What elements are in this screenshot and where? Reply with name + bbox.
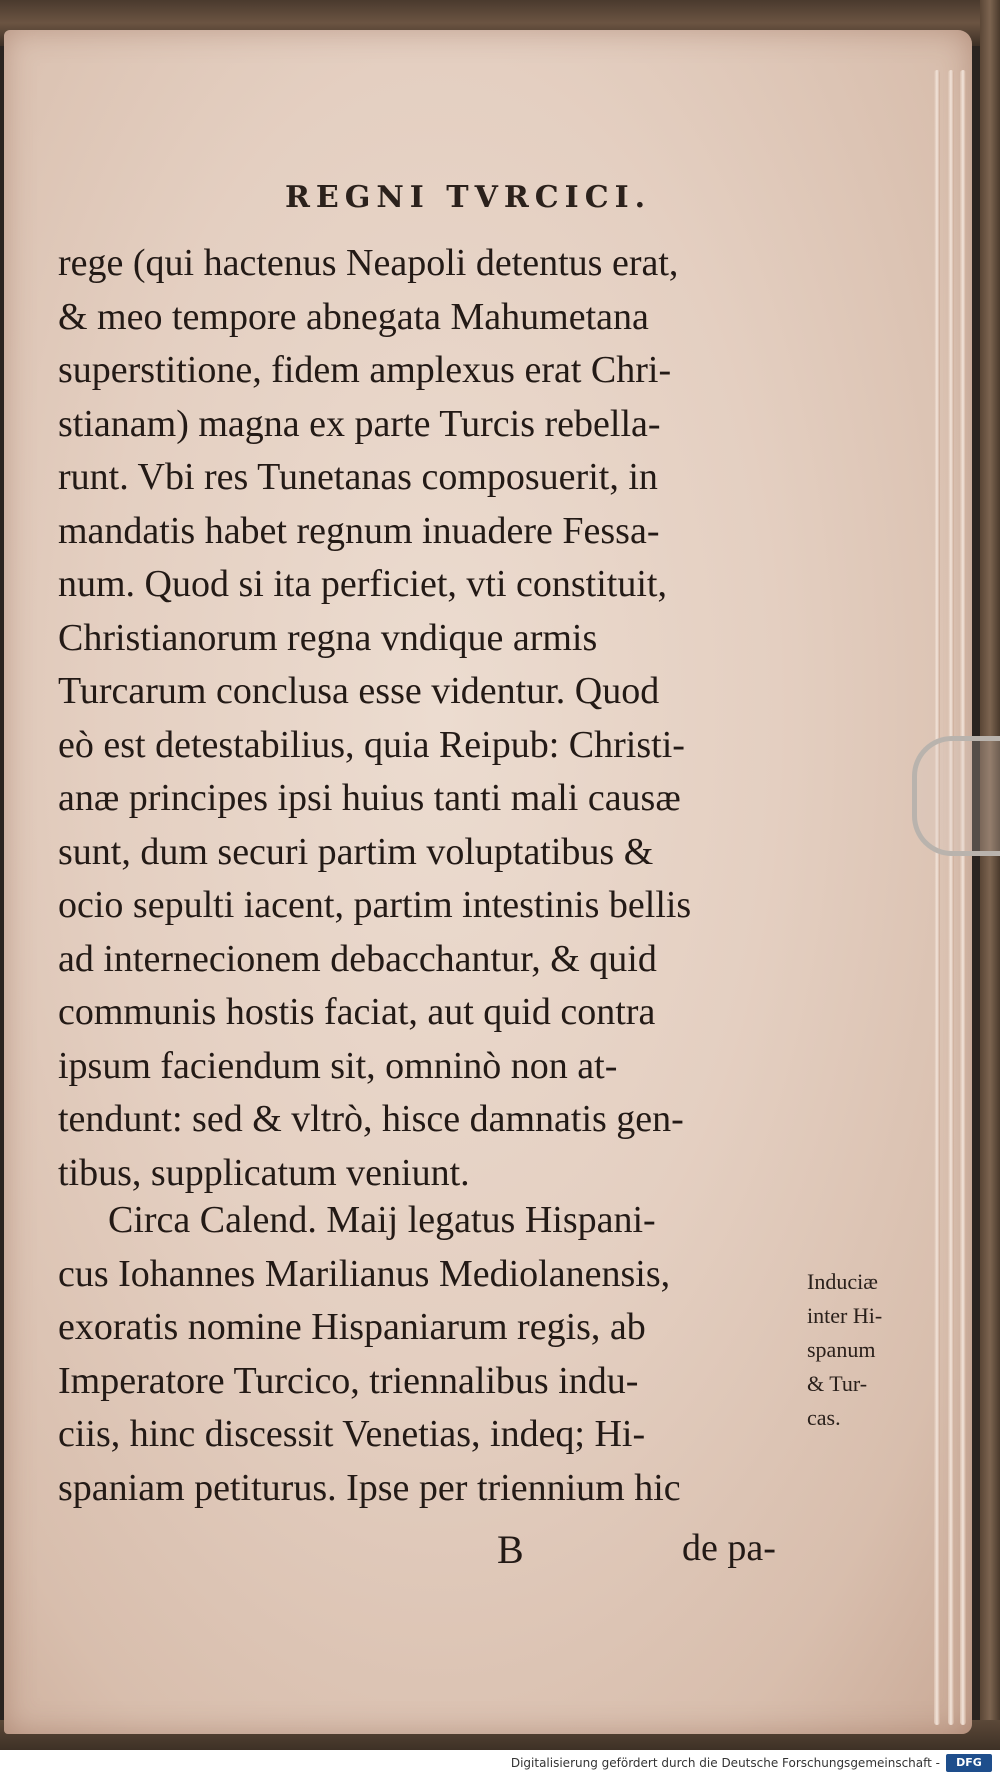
page-edge-stack xyxy=(934,70,940,1725)
binding-right-edge xyxy=(980,0,1000,1745)
text-line: superstitione, fidem amplexus erat Chri- xyxy=(58,349,672,391)
text-line: num. Quod si ita perficiet, vti constituit, xyxy=(58,563,667,605)
text-line: tibus, supplicatum veniunt. xyxy=(58,1151,470,1194)
dfg-logo: DFG xyxy=(946,1754,992,1772)
margin-note-line: & Tur- xyxy=(807,1371,868,1396)
paragraph-2 xyxy=(58,1194,818,1515)
text-line: mandatis habet regnum inuadere Fessa- xyxy=(58,509,660,552)
text-line: Imperatore Turcico, triennalibus indu- xyxy=(58,1359,639,1402)
margin-note-line: spanum xyxy=(807,1337,876,1362)
paragraph-1 xyxy=(58,237,818,1200)
text-line: ocio sepulti iacent, partim intestinis bellis xyxy=(58,884,692,926)
text-line: anæ principes ipsi huius tanti mali causæ xyxy=(58,777,681,819)
text-line: exoratis nomine Hispaniarum regis, ab xyxy=(58,1306,646,1348)
text-line: Turcarum conclusa esse videntur. Quod xyxy=(58,670,660,712)
text-line: communis hostis faciat, aut quid contra xyxy=(58,991,656,1033)
text-line: eò est detestabilius, quia Reipub: Christi- xyxy=(58,723,685,766)
text-line: stianam) magna ex parte Turcis rebella- xyxy=(58,402,661,445)
footer-bar xyxy=(0,1750,1000,1778)
book-page xyxy=(4,30,972,1734)
footer-credit: Digitalisierung gefördert durch die Deutsche Forschungsgemeinschaft - xyxy=(510,1756,940,1770)
text-line: cus Iohannes Marilianus Mediolanensis, xyxy=(58,1252,671,1295)
catchword: de pa- xyxy=(682,1527,776,1569)
text-line: spaniam petiturus. Ipse per triennium hic xyxy=(58,1466,681,1509)
text-line: runt. Vbi res Tunetanas composuerit, in xyxy=(58,456,658,498)
text-line: ciis, hinc discessit Venetias, indeq; Hi- xyxy=(58,1413,646,1455)
margin-note-line: inter Hi- xyxy=(807,1303,883,1328)
clasp-icon xyxy=(912,736,1000,856)
text-line: tendunt: sed & vltrò, hisce damnatis gen- xyxy=(58,1098,684,1140)
signature-mark: B xyxy=(497,1527,524,1572)
margin-note-line: Induciæ xyxy=(807,1269,878,1294)
text-line: sunt, dum securi partim voluptatibus & xyxy=(58,830,654,873)
margin-note xyxy=(807,1265,927,1435)
text-line: rege (qui hactenus Neapoli detentus erat, xyxy=(58,242,679,284)
text-line: ad internecionem debacchantur, & quid xyxy=(58,937,657,980)
margin-note-line: cas. xyxy=(807,1405,841,1430)
running-head: REGNI TVRCICI. xyxy=(284,180,652,215)
page-edge-stack xyxy=(948,70,954,1725)
text-line: ipsum faciendum sit, omninò non at- xyxy=(58,1044,618,1087)
text-line: Christianorum regna vndique armis xyxy=(58,616,598,659)
text-line: & meo tempore abnegata Mahumetana xyxy=(58,295,649,338)
page-edge-stack xyxy=(960,70,966,1725)
text-line: Circa Calend. Maij legatus Hispani- xyxy=(108,1199,656,1241)
